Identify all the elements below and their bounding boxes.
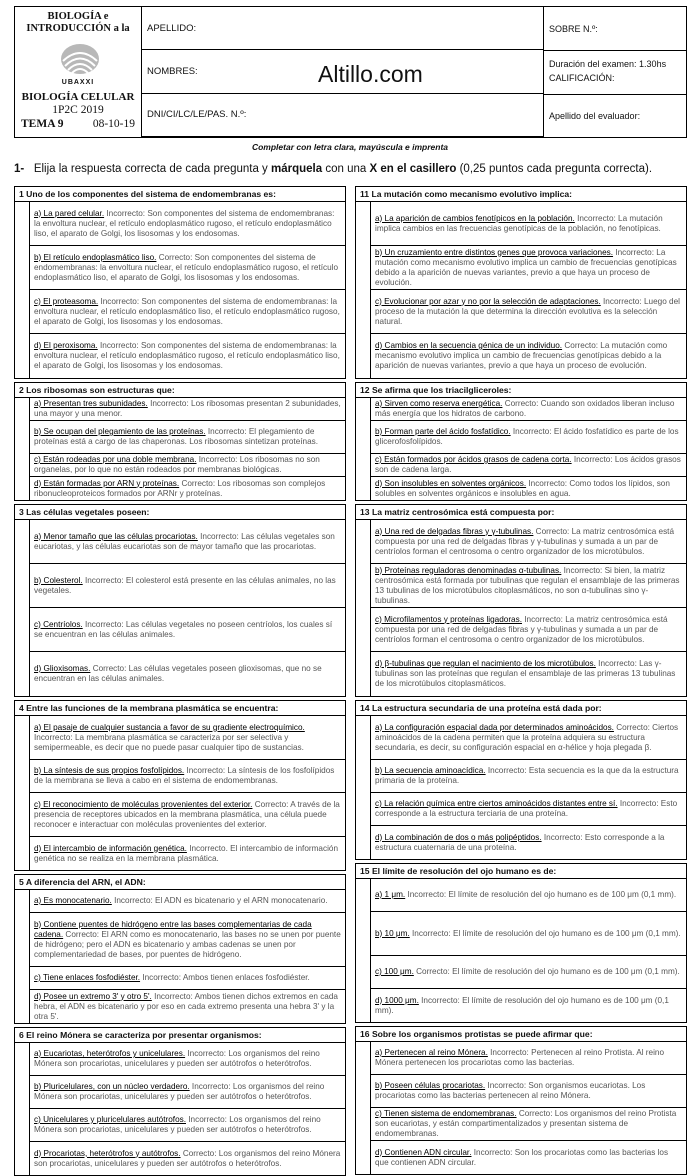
option-text	[375, 297, 682, 327]
option-text	[375, 341, 682, 371]
answer-option[interactable]	[30, 202, 345, 246]
option-statement: d) Glioxisomas.	[34, 664, 91, 673]
option-statement: b) Un cruzamiento entre distintos genes que provoca variaciones.	[375, 247, 614, 257]
question-block	[355, 382, 687, 501]
calificacion-label: CALIFICACIÓN:	[549, 73, 615, 83]
answer-option[interactable]	[30, 290, 345, 334]
answer-option[interactable]	[30, 760, 345, 793]
option-statement: a) La pared celular.	[34, 208, 105, 218]
option-statement: a) El pasaje de cualquier sustancia a favor de su gradiente electroquímico.	[34, 722, 305, 732]
answer-option[interactable]	[30, 1043, 345, 1076]
apellido-field[interactable]	[142, 7, 543, 50]
instruction-part-2: con una	[322, 163, 370, 175]
question-block	[14, 874, 346, 1024]
option-text	[375, 799, 682, 819]
answer-option[interactable]	[30, 564, 345, 608]
answer-option[interactable]	[30, 652, 345, 696]
option-text	[34, 341, 341, 371]
option-feedback: Incorrecto: Ambos tienen dichos extremos en cada hebra, el ADN es bicatenario y por eso en cada extremo presenta una hebra 3' y la otra 5'.	[34, 991, 338, 1021]
option-statement: c) Están rodeadas por una doble membrana.	[34, 455, 197, 464]
answer-option[interactable]	[30, 520, 345, 564]
answer-option[interactable]	[371, 1141, 686, 1174]
option-statement: c) El reconocimiento de moléculas provenientes del exterior.	[34, 799, 253, 809]
answer-option[interactable]	[371, 956, 686, 989]
question-block	[14, 700, 346, 871]
option-text	[34, 532, 341, 552]
question-block	[355, 504, 687, 697]
option-statement: b) 10 μm.	[375, 928, 410, 938]
option-feedback: Incorrecto: El límite de resolución del ojo humano es de 100 μm (0,1 mm).	[375, 995, 669, 1015]
answer-options	[370, 716, 686, 859]
option-statement: d) Posee un extremo 3' y otro 5'.	[34, 991, 152, 1001]
option-feedback: Incorrecto: Los ácidos grasos son de cadena larga.	[375, 455, 681, 474]
option-text	[375, 566, 682, 606]
answer-option[interactable]	[371, 520, 686, 564]
option-feedback: Correcto: El límite de resolución del ojo humano es de 100 μm (0,1 mm).	[413, 967, 680, 976]
answer-option[interactable]	[371, 564, 686, 608]
question-instruction	[14, 163, 694, 175]
option-statement: b) La síntesis de sus propios fosfolípidos.	[34, 766, 185, 775]
question-block	[14, 504, 346, 697]
question-title: 4 Entre las funciones de la membrana plasmática se encuentra:	[15, 701, 345, 716]
option-text	[34, 800, 341, 830]
exam-header	[14, 6, 687, 138]
option-statement: c) La relación química entre ciertos aminoácidos distantes entre sí.	[375, 799, 618, 808]
option-feedback: Incorrecto: Luego del proceso de la mutación la que determina la dirección evolutiva es la selección natural.	[375, 296, 680, 326]
question-title: 15 El límite de resolución del ojo humano es de:	[356, 864, 686, 879]
option-statement: d) El intercambio de información genética.	[34, 843, 187, 853]
option-feedback: Correcto: Los organismos del reino Mónera son procariotas, unicelulares y pueden ser autótrofos o heterótrofos.	[34, 1148, 341, 1168]
answer-option[interactable]	[371, 477, 686, 500]
option-text	[34, 664, 341, 684]
option-text	[34, 844, 341, 864]
question-title: 1 Uno de los componentes del sistema de endomembranas es:	[15, 187, 345, 202]
answer-options	[29, 202, 345, 378]
answer-option[interactable]	[371, 246, 686, 290]
option-text	[34, 620, 341, 640]
question-block	[355, 186, 687, 379]
option-statement: b) Poseen células procariotas.	[375, 1081, 486, 1090]
option-feedback: Incorrecto: Ambos tienen enlaces fosfodiéster.	[140, 973, 310, 982]
option-feedback: Incorrecto: Los organismos del reino Mónera son procariotas, unicelulares y pueden ser autótrofos o heterótrofos.	[34, 1049, 320, 1068]
option-feedback: Incorrecto: El límite de resolución del ojo humano es de 100 μm (0,1 mm).	[405, 890, 677, 899]
answer-options	[370, 1042, 686, 1174]
question-title: 11 La mutación como mecanismo evolutivo implica:	[356, 187, 686, 202]
option-feedback: Correcto: El ARN como es monocatenario, las bases no se unen por puente de hidrógeno; pero el ADN es bicatenario y ambas cadenas se unen por complementariedad de bases, por puentes de hidrógeno.	[34, 929, 341, 959]
option-feedback: Correcto: La mutación como mecanismo evolutivo implica un cambio de frecuencias genotípicas debido a la aparición de nuevas variantes, previo a que haya un proceso de evolución.	[375, 341, 668, 370]
option-statement: a) Sirven como reserva energética.	[375, 399, 503, 408]
answer-option[interactable]	[30, 967, 345, 990]
dni-field[interactable]	[142, 94, 543, 137]
tema: TEMA 9	[21, 118, 64, 130]
option-feedback: Incorrecto: El límite de resolución del ojo humano es de 100 μm (0,1 mm).	[409, 928, 681, 938]
answer-option[interactable]	[30, 793, 345, 837]
answer-option[interactable]	[30, 608, 345, 652]
option-text	[34, 1049, 341, 1069]
option-text	[34, 992, 341, 1022]
option-statement: c) Unicelulares y pluricelulares autótrofos.	[34, 1115, 186, 1124]
option-text	[34, 723, 341, 753]
answer-option[interactable]	[371, 290, 686, 334]
option-feedback: Correcto: Cuando son oxidados liberan incluso más energía que los hidratos de carbono.	[375, 399, 675, 418]
option-text	[34, 209, 341, 239]
option-statement: d) Son insolubles en solventes orgánicos.	[375, 478, 527, 488]
option-text	[375, 1109, 682, 1139]
answer-option[interactable]	[30, 421, 345, 454]
option-statement: c) El proteasoma.	[34, 296, 99, 306]
option-feedback: Incorrecto: Los ribosomas presentan 2 subunidades, una mayor y una menor.	[34, 399, 341, 418]
option-statement: d) Contienen ADN circular.	[375, 1147, 472, 1157]
subject: BIOLOGÍA CELULAR	[21, 91, 135, 103]
sobre-field[interactable]	[544, 7, 686, 51]
answer-options	[29, 520, 345, 696]
option-text	[375, 723, 682, 753]
option-statement: b) Colesterol.	[34, 575, 83, 585]
answer-option[interactable]	[371, 421, 686, 454]
option-statement: c) 100 μm.	[375, 967, 414, 976]
option-statement: a) La configuración espacial dada por determinados aminoácidos.	[375, 722, 614, 732]
option-feedback: Correcto: Los organismos del reino Protista son eucariotas, y están compartimentalizados y presentan sistema de endomembranas.	[375, 1109, 677, 1138]
exam-date: 08-10-19	[92, 118, 135, 130]
option-feedback: Incorrecto. El intercambio de información genética no se realiza en la membrana plasmática.	[34, 843, 339, 863]
student-fields	[142, 7, 544, 137]
option-text	[375, 399, 682, 419]
option-text	[375, 890, 676, 900]
option-feedback: Correcto: La matriz centrosómica está compuesta por una red de delgadas fibras y γ-tubulinas y sumada a un par de centríolos forman el centrosoma o centro organizador de los microtúbulos.	[375, 526, 674, 556]
cohort: 1P2C 2019	[52, 104, 104, 116]
question-title: 12 Se afirma que los triacilgliceroles:	[356, 383, 686, 398]
option-feedback: Incorrecto: Las γ-tubulinas son las proteínas que regulan el ensamblaje de las primeras 13 tubulinas de los microtúbulos citoplasmáticos.	[375, 659, 676, 688]
answer-option[interactable]	[371, 989, 686, 1022]
option-feedback: Incorrecto: Son componentes del sistema de endomembranas: la envoltura nuclear, el retículo endoplasmático rugoso, el retículo endoplasmático liso, el aparato de Golgi, los lisosomas y los endosomas.	[34, 208, 335, 238]
option-feedback: Incorrecto: Como todos los lípidos, son solubles en solventes orgánicos e insolubles en agua.	[375, 478, 670, 498]
option-feedback: Incorrecto: Pertenecen al reino Protista. Al reino Mónera pertenecen los procariotas como las bacterias.	[375, 1048, 664, 1067]
course-info	[15, 7, 142, 137]
question-number: 1-	[14, 163, 25, 175]
option-text	[34, 766, 341, 786]
answer-option[interactable]	[30, 990, 345, 1023]
answer-option[interactable]	[371, 1108, 686, 1141]
option-text	[375, 427, 682, 447]
answer-options	[29, 398, 345, 500]
question-title: 2 Los ribosomas son estructuras que:	[15, 383, 345, 398]
answer-option[interactable]	[371, 334, 686, 378]
option-feedback: Incorrecto: El ADN es bicatenario y el ARN monocatenario.	[111, 896, 328, 905]
option-text	[375, 248, 682, 288]
answer-option[interactable]	[371, 1075, 686, 1108]
answer-option[interactable]	[371, 793, 686, 826]
answer-option[interactable]	[371, 879, 686, 912]
option-text	[375, 929, 681, 939]
option-text	[375, 1048, 682, 1068]
logo-text: UBAXXI	[61, 79, 95, 86]
apellido-label: APELLIDO:	[147, 22, 197, 34]
option-text	[34, 973, 310, 983]
option-statement: b) Pluricelulares, con un núcleo verdadero.	[34, 1082, 190, 1091]
instruction-part-1: Elija la respuesta correcta de cada pregunta y	[33, 163, 271, 175]
option-statement: c) Están formados por ácidos grasos de cadena corta.	[375, 455, 572, 464]
answer-option[interactable]	[371, 826, 686, 859]
left-question-column	[14, 186, 346, 1168]
option-statement: a) Es monocatenario.	[34, 896, 112, 905]
question-title: 3 Las células vegetales poseen:	[15, 505, 345, 520]
answer-options	[370, 520, 686, 696]
option-text	[375, 967, 680, 977]
answer-option[interactable]	[30, 334, 345, 378]
answer-options	[370, 202, 686, 378]
answer-option[interactable]	[30, 1142, 345, 1175]
option-text	[375, 766, 682, 786]
option-statement: d) Cambios en la secuencia génica de un individuo.	[375, 341, 563, 350]
option-text	[34, 253, 341, 283]
evaluador-field[interactable]	[544, 95, 686, 137]
option-feedback: Correcto: Ciertos aminoácidos de la cadena permiten que la proteína adquiera su estructura secundaria, es decir, su configuración espacial en α-hélice y hoja plegada β.	[375, 722, 679, 752]
option-text	[375, 455, 682, 475]
option-text	[34, 297, 341, 327]
question-block	[355, 700, 687, 860]
option-statement: a) 1 μm.	[375, 890, 406, 899]
instruction-part-3: (0,25 puntos cada pregunta correcta).	[456, 163, 653, 175]
option-feedback: Incorrecto: Los organismos del reino Mónera son procariotas, unicelulares y pueden ser autótrofos o heterótrofos.	[34, 1082, 325, 1101]
question-title: 6 El reino Mónera se caracteriza por presentar organismos:	[15, 1028, 345, 1043]
nombres-label: NOMBRES:	[147, 65, 198, 77]
option-text	[375, 214, 682, 234]
option-text	[375, 996, 682, 1016]
option-text	[34, 920, 341, 960]
instruction-bold-2: X en el casillero	[369, 163, 457, 175]
answer-option[interactable]	[30, 913, 345, 967]
watermark: Altillo.com	[318, 61, 423, 87]
option-text	[375, 659, 682, 689]
option-feedback: Incorrecto: Las células vegetales no poseen centríolos, los cuales sí se encuentran en las células animales.	[34, 619, 333, 639]
right-question-column	[355, 186, 687, 1167]
option-statement: d) Están formadas por ARN y proteínas.	[34, 478, 180, 488]
option-feedback: Incorrecto: Son componentes del sistema de endomembranas: la envoltura nuclear, el retículo endoplasmático liso, el retículo endoplasmático rugoso, el aparato de Golgi, los lisosomas y los endosomas.	[34, 296, 340, 326]
option-feedback: Correcto: A través de la presencia de receptores ubicados en la membrana plasmática, una célula puede reconocer e interactuar con moléculas provenientes del exterior.	[34, 799, 340, 829]
uba-logo-icon	[59, 41, 101, 77]
option-statement: a) Eucariotas, heterótrofos y unicelulares.	[34, 1049, 186, 1058]
answer-option[interactable]	[30, 246, 345, 290]
option-text	[375, 1148, 682, 1168]
option-statement: a) Menor tamaño que las células procariotas.	[34, 531, 198, 541]
option-statement: b) El retículo endoplasmático liso.	[34, 252, 157, 262]
option-feedback: Incorrecto: El ácido fosfatídico es parte de los glicerofosfolípidos.	[375, 427, 679, 446]
option-feedback: Correcto: Las células vegetales poseen glioxisomas, que no se encuentran en las células animales.	[34, 664, 322, 683]
answer-option[interactable]	[371, 716, 686, 760]
option-text	[34, 896, 328, 906]
answer-option[interactable]	[371, 912, 686, 956]
option-feedback: Incorrecto: El plegamiento de proteínas está a cargo de las chaperonas. Los ribosomas sintetizan proteínas.	[34, 427, 318, 446]
answer-option[interactable]	[30, 1109, 345, 1142]
option-text	[375, 833, 682, 853]
instructions: Completar con letra clara, mayúscula e imprenta	[251, 142, 449, 152]
course-title: BIOLOGÍA e INTRODUCCIÓN a la	[26, 11, 130, 34]
option-feedback: Incorrecto: Son organismos eucariotas. Los procariotas como las bacterias pertenecen al reino Mónera.	[375, 1081, 646, 1100]
option-feedback: Incorrecto: Esto corresponde a la estructura cuaternaria de una proteína.	[375, 832, 665, 852]
option-feedback: Incorrecto: El colesterol está presente en las células animales, no las vegetales.	[34, 575, 336, 595]
option-statement: d) La combinación de dos o más polipéptidos.	[375, 832, 542, 842]
option-text	[34, 1082, 341, 1102]
option-feedback: Incorrecto: Son componentes del sistema de endomembranas: la envoltura nuclear, el retículo endoplasmático rugoso, el retículo endoplasmático liso, el aparato de Golgi, los lisosomas y los endosomas.	[34, 341, 340, 370]
dni-label: DNI/CI/LC/LE/PAS. N.º:	[147, 109, 247, 121]
answer-options	[29, 716, 345, 870]
answer-option[interactable]	[30, 837, 345, 870]
option-feedback: Incorrecto: Los ribosomas no son organelas, por lo que no están rodeados por membranas biológicas.	[34, 455, 320, 474]
answer-option[interactable]	[30, 477, 345, 500]
option-text	[34, 1115, 341, 1135]
option-text	[375, 1081, 682, 1101]
answer-options	[29, 1043, 345, 1175]
answer-option[interactable]	[371, 652, 686, 696]
tema-row	[21, 118, 135, 130]
question-block	[14, 1027, 346, 1176]
option-feedback: Incorrecto: La mutación como mecanismo evolutivo implica un cambio de frecuencias genotípicas debido a la aparición de nuevas variantes, previo a que haya un proceso de evolución.	[375, 247, 677, 287]
answer-option[interactable]	[30, 716, 345, 760]
answer-option[interactable]	[371, 608, 686, 652]
exam-admin-fields	[544, 7, 686, 137]
option-statement: c) Evolucionar por azar y no por la selección de adaptaciones.	[375, 296, 601, 306]
option-text	[34, 455, 341, 475]
answer-option[interactable]	[30, 454, 345, 477]
answer-option[interactable]	[371, 454, 686, 477]
option-statement: b) Proteínas reguladoras denominadas α-tubulinas.	[375, 565, 562, 575]
option-text	[34, 427, 341, 447]
answer-option[interactable]	[371, 1042, 686, 1075]
option-text	[34, 399, 341, 419]
answer-option[interactable]	[30, 1076, 345, 1109]
answer-option[interactable]	[371, 760, 686, 793]
option-statement: c) Tiene enlaces fosfodiéster.	[34, 973, 141, 982]
option-text	[375, 615, 682, 645]
option-text	[34, 576, 341, 596]
question-title: 14 La estructura secundaria de una proteína está dada por:	[356, 701, 686, 716]
option-feedback: Incorrecto: La síntesis de los fosfolípidos de la membrana se lleva a cabo en el sistema de endomembranas.	[34, 766, 335, 785]
option-statement: c) Tienen sistema de endomembranas.	[375, 1109, 517, 1118]
option-statement: d) 1000 μm.	[375, 995, 419, 1005]
question-block	[14, 186, 346, 379]
question-title: 16 Sobre los organismos protistas se puede afirmar que:	[356, 1027, 686, 1042]
option-feedback: Incorrecto: La membrana plasmática se caracteriza por ser selectiva y semipermeable, es decir que no puede pasar cualquier tipo de sustancias.	[34, 732, 304, 752]
option-feedback: Incorrecto: Esto corresponde a la estructura terciaria de una proteína.	[375, 799, 678, 818]
answer-options	[370, 398, 686, 500]
option-text	[375, 479, 682, 499]
sobre-label: SOBRE N.º:	[549, 23, 598, 34]
option-feedback: Incorrecto: Si bien, la matriz centrosómica está formada por tubulinas que regulan el ensamblaje de las primeras 13 tubulinas de los microtúbulos citoplasmáticos, no son α-tubulinas sino γ-tubulinas.	[375, 565, 680, 605]
option-statement: b) Se ocupan del plegamiento de las proteínas.	[34, 427, 206, 436]
answer-option[interactable]	[30, 890, 345, 913]
question-block	[14, 382, 346, 501]
question-block	[355, 863, 687, 1023]
answer-option[interactable]	[371, 202, 686, 246]
question-block	[355, 1026, 687, 1175]
answer-option[interactable]	[30, 398, 345, 421]
option-statement: d) Procariotas, heterótrofos y autótrofos.	[34, 1148, 181, 1158]
option-statement: b) La secuencia aminoacídica.	[375, 766, 486, 775]
option-statement: d) El peroxisoma.	[34, 341, 98, 350]
option-statement: c) Centríolos.	[34, 619, 83, 629]
answer-option[interactable]	[371, 398, 686, 421]
option-feedback: Correcto: Los ribosomas son complejos ribonucleoproteicos formados por ARNr y proteínas.	[34, 478, 326, 498]
option-statement: b) Contiene puentes de hidrógeno entre las bases complementarias de cada cadena.	[34, 919, 312, 939]
option-feedback: Incorrecto: Los organismos del reino Mónera son procariotas, unicelulares y pueden ser autótrofos o heterótrofos.	[34, 1115, 321, 1134]
option-statement: c) Microfilamentos y proteínas ligadoras.	[375, 614, 522, 624]
option-feedback: Incorrecto: Son los procariotas como las bacterias los que contienen ADN circular.	[375, 1147, 669, 1167]
option-feedback: Incorrecto: La matriz centrosómica está compuesta por una red de delgadas fibras y γ-tubulinas y sumada a un par de centríolos forman el centrosoma o centro organizador de los microtúbulos.	[375, 614, 668, 644]
option-feedback: Incorrecto: Las células vegetales son eucariotas, y las células eucariotas son de mayor tamaño que las procariotas.	[34, 531, 335, 551]
option-feedback: Incorrecto: Esta secuencia es la que da la estructura primaria de la proteína.	[375, 766, 679, 785]
question-title: 13 La matriz centrosómica está compuesta por:	[356, 505, 686, 520]
option-feedback: Correcto: Son componentes del sistema de endomembranas: la envoltura nuclear, el retículo endoplasmático rugoso, el retículo endoplasmático liso, el aparato de Golgi, los lisosomas y los endosomas.	[34, 252, 339, 282]
option-statement: a) Presentan tres subunidades.	[34, 399, 148, 408]
option-text	[34, 1149, 341, 1169]
answer-options	[29, 890, 345, 1023]
option-statement: a) La aparición de cambios fenotípicos en la población.	[375, 213, 575, 223]
option-statement: b) Forman parte del ácido fosfatídico.	[375, 427, 511, 436]
option-feedback: Incorrecto: La mutación implica cambios en las frecuencias genotípicas de la población, no fenotípicas.	[375, 213, 663, 233]
duracion-label: Duración del examen: 1.30hs	[549, 59, 667, 69]
question-title: 5 A diferencia del ARN, el ADN:	[15, 875, 345, 890]
duracion-calificacion-field[interactable]	[544, 51, 686, 95]
option-text	[34, 479, 341, 499]
option-statement: a) Una red de delgadas fibras y γ-tubulinas.	[375, 526, 534, 536]
evaluador-label: Apellido del evaluador:	[549, 111, 641, 121]
option-statement: a) Pertenecen al reino Mónera.	[375, 1048, 488, 1057]
instruction-bold-1: márquela	[271, 163, 323, 175]
answer-options	[370, 879, 686, 1022]
option-statement: d) β-tubulinas que regulan el nacimiento de los microtúbulos.	[375, 659, 596, 668]
option-text	[375, 527, 682, 557]
